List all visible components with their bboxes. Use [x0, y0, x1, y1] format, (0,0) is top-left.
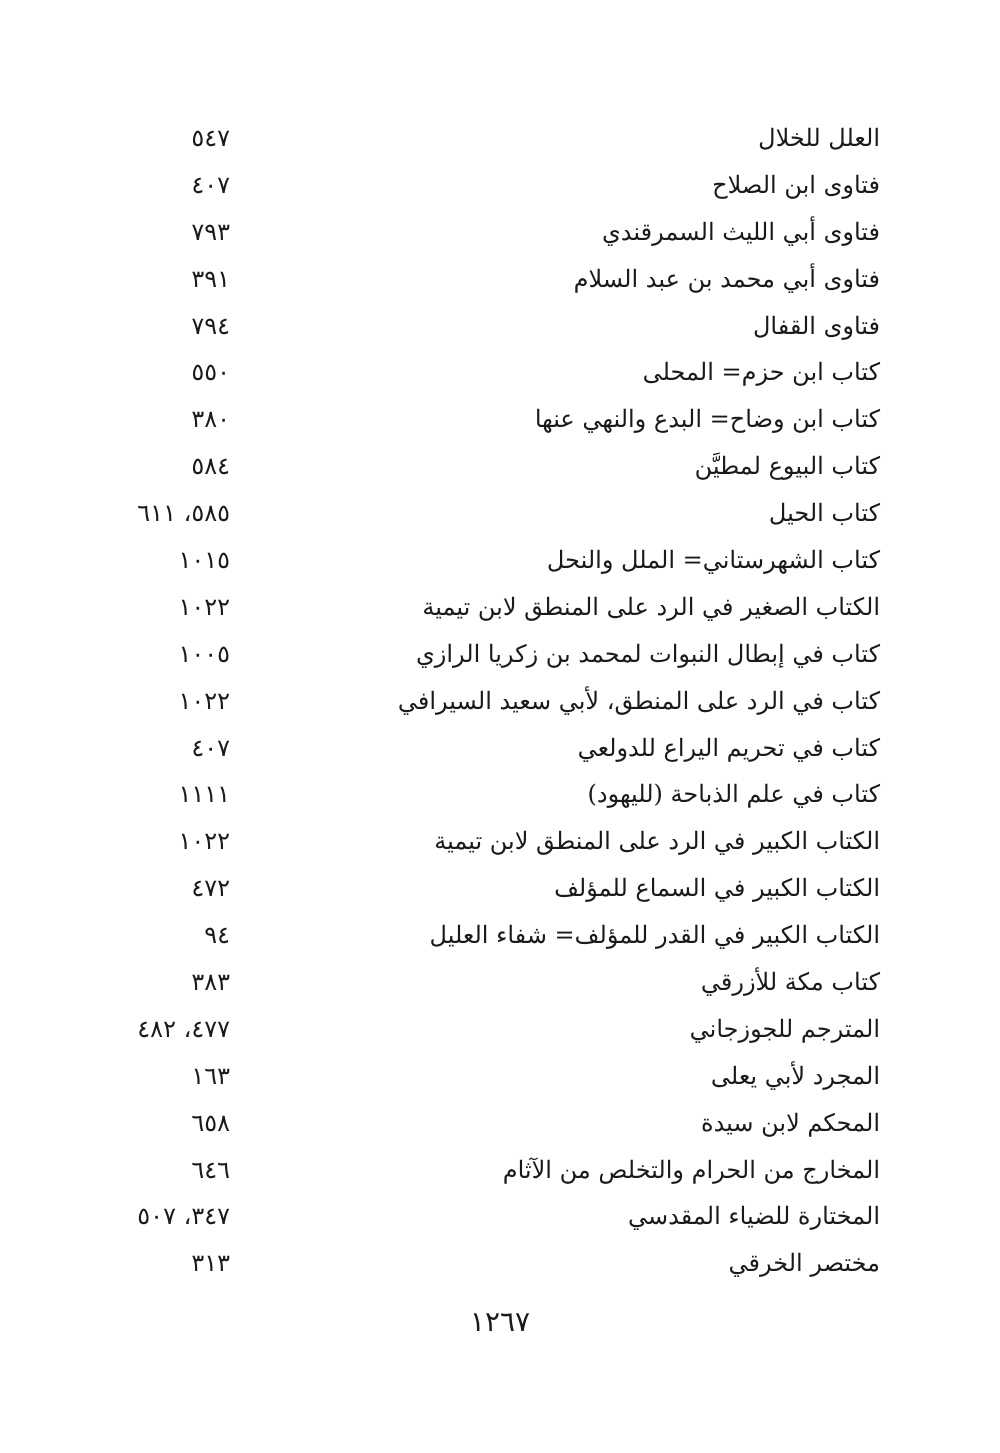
index-entry [110, 115, 880, 162]
entry-title: كتاب في إبطال النبوات لمحمد بن زكريا الرازي [416, 639, 880, 668]
entry-title: الكتاب الكبير في الرد على المنطق لابن تيمية [434, 827, 880, 856]
entry-title: كتاب في الرد على المنطق، لأبي سعيد السيرافي [397, 686, 880, 715]
entry-page-refs: ٩٤ [204, 921, 230, 950]
index-entry [110, 818, 880, 865]
index-entry [110, 771, 880, 818]
index-entry [110, 303, 880, 350]
index-entry [110, 912, 880, 959]
entry-title: كتاب في تحريم اليراع للدولعي [577, 733, 880, 762]
index-list [110, 115, 880, 1287]
entry-page-refs: ٣٩١ [191, 264, 230, 293]
entry-title: المحكم لابن سيدة [701, 1108, 880, 1137]
index-entry [110, 725, 880, 772]
entry-page-refs: ٤٠٧ [191, 170, 230, 199]
entry-page-refs: ١٠٠٥ [178, 639, 230, 668]
index-entry [110, 1240, 880, 1287]
entry-page-refs: ١١١١ [178, 780, 230, 809]
index-entry [110, 396, 880, 443]
index-entry [110, 1053, 880, 1100]
entry-title: كتاب ابن حزم= المحلى [642, 358, 880, 387]
entry-page-refs: ٥٥٠ [191, 358, 230, 387]
index-entry [110, 865, 880, 912]
entry-page-refs: ٣٨٣ [191, 968, 230, 997]
entry-page-refs: ١٠٢٢ [178, 592, 230, 621]
index-entry [110, 490, 880, 537]
entry-page-refs: ١٦٣ [191, 1061, 230, 1090]
entry-title: المترجم للجوزجاني [689, 1014, 880, 1043]
entry-page-refs: ٦٤٦ [191, 1155, 230, 1184]
index-entry [110, 584, 880, 631]
index-entry [110, 1193, 880, 1240]
entry-title: كتاب مكة للأزرقي [700, 968, 880, 997]
entry-page-refs: ٣٨٠ [191, 405, 230, 434]
entry-title: كتاب ابن وضاح= البدع والنهي عنها [534, 405, 880, 434]
entry-title: الكتاب الكبير في السماع للمؤلف [554, 874, 880, 903]
index-entry [110, 1006, 880, 1053]
entry-page-refs: ٣٤٧، ٥٠٧ [137, 1202, 230, 1231]
index-entry [110, 256, 880, 303]
entry-title: فتاوى أبي الليث السمرقندي [602, 217, 880, 246]
entry-title: مختصر الخرقي [728, 1249, 880, 1278]
entry-title: المخارج من الحرام والتخلص من الآثام [502, 1155, 880, 1184]
index-entry [110, 959, 880, 1006]
entry-title: كتاب البيوع لمطيَّن [694, 452, 880, 481]
entry-title: المختارة للضياء المقدسي [628, 1202, 880, 1231]
entry-page-refs: ٦٥٨ [191, 1108, 230, 1137]
index-entry [110, 209, 880, 256]
entry-page-refs: ٣١٣ [191, 1249, 230, 1278]
entry-title: الكتاب الكبير في القدر للمؤلف= شفاء العليل [429, 921, 880, 950]
index-entry [110, 1100, 880, 1147]
entry-title: العلل للخلال [758, 124, 880, 152]
page-number: ١٢٦٧ [469, 1305, 531, 1338]
entry-page-refs: ١٠٢٢ [178, 827, 230, 856]
entry-page-refs: ٥٨٥، ٦١١ [137, 499, 230, 528]
entry-title: فتاوى أبي محمد بن عبد السلام [573, 264, 880, 293]
entry-page-refs: ٧٩٣ [191, 217, 230, 246]
index-entry [110, 1147, 880, 1194]
index-entry [110, 631, 880, 678]
index-entry [110, 349, 880, 396]
index-entry [110, 678, 880, 725]
entry-title: الكتاب الصغير في الرد على المنطق لابن تيمية [422, 592, 880, 621]
index-entry [110, 162, 880, 209]
entry-page-refs: ٤٧٧، ٤٨٢ [137, 1014, 230, 1043]
index-entry [110, 537, 880, 584]
entry-page-refs: ٤٧٢ [191, 874, 230, 903]
entry-title: كتاب في علم الذباحة (لليهود) [587, 780, 880, 809]
entry-title: فتاوى القفال [752, 311, 880, 340]
index-entry [110, 443, 880, 490]
entry-page-refs: ٤٠٧ [191, 733, 230, 762]
entry-page-refs: ٥٨٤ [191, 452, 230, 481]
entry-title: المجرد لأبي يعلى [710, 1061, 880, 1090]
entry-title: كتاب الشهرستاني= الملل والنحل [546, 546, 880, 575]
entry-title: كتاب الحيل [768, 499, 880, 528]
entry-title: فتاوى ابن الصلاح [712, 170, 880, 199]
entry-page-refs: ١٠١٥ [178, 546, 230, 575]
entry-page-refs: ١٠٢٢ [178, 686, 230, 715]
entry-page-refs: ٥٤٧ [191, 124, 230, 152]
entry-page-refs: ٧٩٤ [191, 311, 230, 340]
